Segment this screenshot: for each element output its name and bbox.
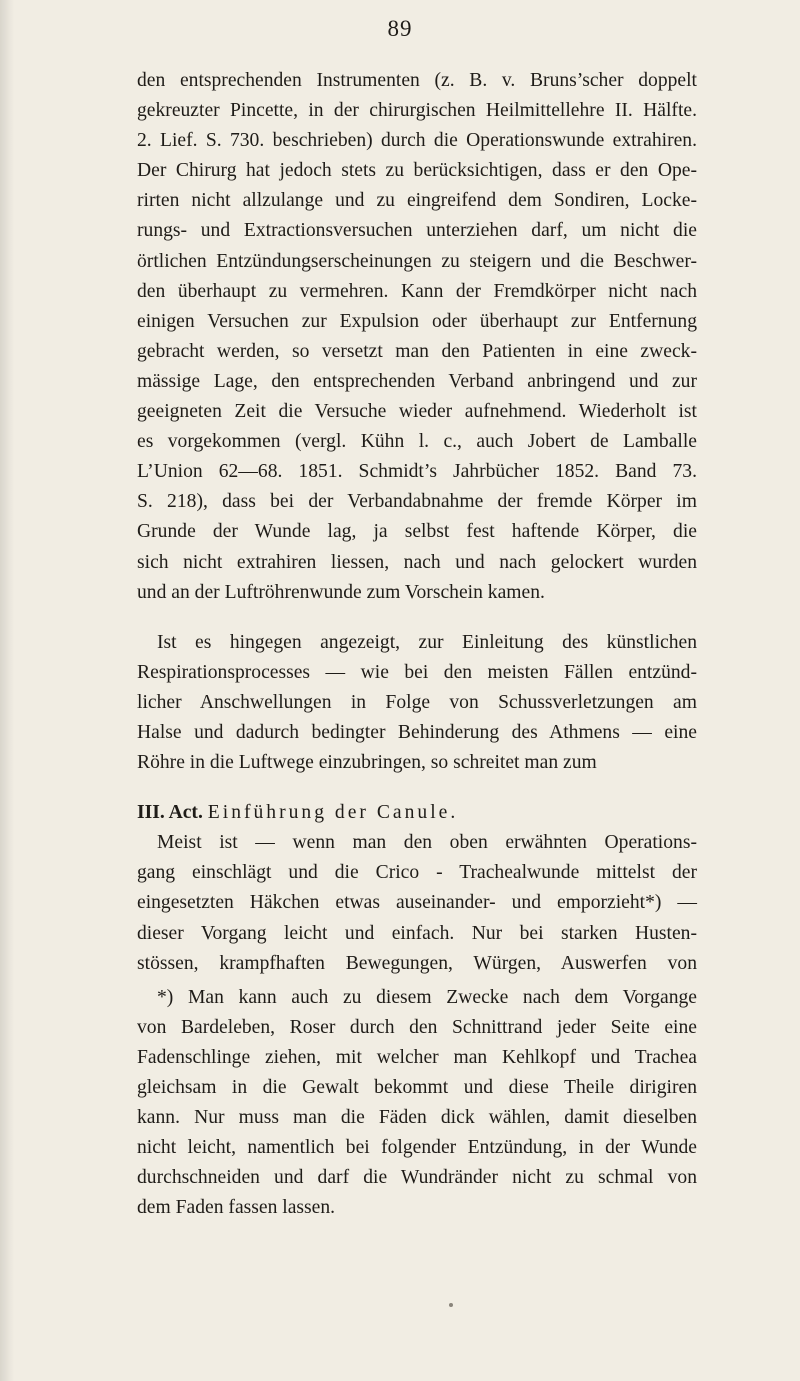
text-line: mässige Lage, den entsprechenden Verband anbringend und zur [137, 370, 697, 392]
page-number: 89 [387, 16, 413, 41]
text-line: Halse und dadurch bedingter Behinderung des Athmens — eine [137, 721, 697, 743]
footnote-line: von Bardeleben, Roser durch den Schnittrand jeder Seite eine [137, 1016, 697, 1038]
text-line: es vorgekommen (vergl. Kühn l. c., auch Jobert de Lamballe [137, 431, 697, 453]
text-line: Respirationsprocesses — wie bei den meisten Fällen entzünd- [137, 661, 697, 683]
section-heading [137, 798, 697, 828]
text-line: geeigneten Zeit die Versuche wieder aufnehmend. Wiederholt ist [137, 401, 697, 423]
footnote [137, 983, 697, 1224]
text-line: stössen, krampfhaften Bewegungen, Würgen, Auswerfen von [137, 952, 697, 974]
text-line: und an der Luftröhrenwunde zum Vorschein kamen. [137, 581, 545, 603]
footnote-line: dem Faden fassen lassen. [137, 1197, 336, 1219]
text-line: 2. Lief. S. 730. beschrieben) durch die Operationswunde extrahiren. [137, 130, 697, 152]
paragraph-gap [137, 778, 697, 798]
text-line: gang einschlägt und die Crico - Trachealwunde mittelst der [137, 862, 697, 884]
text-line: Ist es hingegen angezeigt, zur Einleitung des künstlichen [157, 631, 697, 653]
text-line: rungs- und Extractionsversuchen unterziehen darf, um nicht die [137, 220, 697, 242]
text-line: gebracht werden, so versetzt man den Patienten in eine zweck- [137, 340, 697, 362]
body-text [137, 66, 697, 1223]
paragraph-2 [137, 628, 697, 778]
footnote-line: *) Man kann auch zu diesem Zwecke nach dem Vorgange [157, 986, 697, 1008]
footnote-line: Fadenschlinge ziehen, mit welcher man Kehlkopf und Trachea [137, 1046, 697, 1068]
text-line: eingesetzten Häkchen etwas auseinander- und emporzieht*) — [137, 892, 697, 914]
text-line: rirten nicht allzulange und zu eingreifend dem Sondiren, Locke- [137, 190, 697, 212]
text-line: sich nicht extrahiren liessen, nach und nach gelockert wurden [137, 551, 697, 573]
text-line: licher Anschwellungen in Folge von Schussverletzungen am [137, 691, 697, 713]
text-line: gekreuzter Pincette, in der chirurgischen Heilmittellehre II. Hälfte. [137, 100, 697, 122]
text-line: Röhre in die Luftwege einzubringen, so schreitet man zum [137, 752, 597, 774]
text-line: S. 218), dass bei der Verbandabnahme der fremde Körper im [137, 491, 697, 513]
text-line: örtlichen Entzündungserscheinungen zu steigern und die Beschwer- [137, 250, 697, 272]
paragraph-1 [137, 66, 697, 608]
text-line: Der Chirurg hat jedoch stets zu berücksichtigen, dass er den Ope- [137, 160, 697, 182]
page-edge-shadow [0, 0, 14, 1381]
footnote-line: nicht leicht, namentlich bei folgender Entzündung, in der Wunde [137, 1137, 697, 1159]
act-label: III. Act. [137, 802, 203, 824]
paragraph-3 [137, 828, 697, 978]
paragraph-gap [137, 608, 697, 628]
section-title: Einführung der Canule. [207, 802, 459, 824]
footnote-line: gleichsam in die Gewalt bekommt und diese Theile dirigiren [137, 1077, 697, 1098]
text-line: den entsprechenden Instrumenten (z. B. v. Bruns’scher doppelt [137, 70, 697, 91]
footnote-line: kann. Nur muss man die Fäden dick wählen, damit dieselben [137, 1107, 697, 1129]
text-line: Grunde der Wunde lag, ja selbst fest haftende Körper, die [137, 521, 697, 543]
printer-mark [449, 1303, 453, 1307]
footnote-line: durchschneiden und darf die Wundränder nicht zu schmal von [137, 1167, 697, 1189]
text-line: den überhaupt zu vermehren. Kann der Fremdkörper nicht nach [137, 280, 697, 302]
text-line: dieser Vorgang leicht und einfach. Nur bei starken Husten- [137, 922, 697, 944]
text-line: einigen Versuchen zur Expulsion oder überhaupt zur Entfernung [137, 310, 697, 332]
text-line: L’Union 62—68. 1851. Schmidt’s Jahrbücher 1852. Band 73. [137, 461, 697, 483]
text-line: Meist ist — wenn man den oben erwähnten Operations- [157, 832, 697, 854]
